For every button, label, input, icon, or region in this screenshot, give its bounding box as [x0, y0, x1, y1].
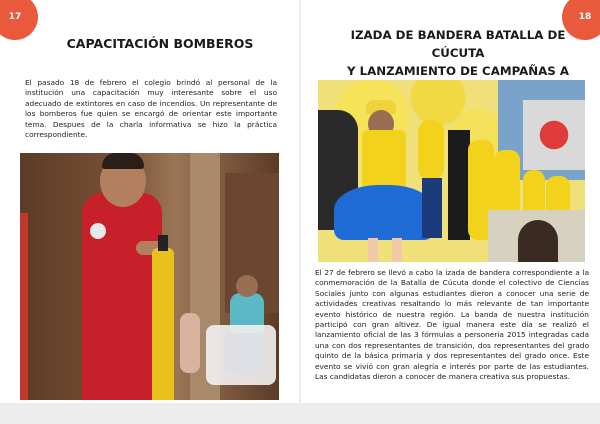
flag-ceremony-photo: [318, 80, 585, 262]
right-title-line-2: Y LANZAMIENTO DE CAMPAÑAS A: [346, 64, 569, 78]
left-page: [0, 0, 299, 403]
right-page-paragraph: El 27 de febrero se llevó a cabo la izada de bandera correspondiente a la conmemoración de la Batalla de Cúcuta donde el colectivo de Ciencias Sociales junto con algunas estudiantes dieron a conocer una serie de actividades creativas resaltando lo más relevante de tan importante evento histórico de nuestra región. La banda de nuestra institución participó con gran altivez. De igual manera este día se realizó el lanzamiento oficial de las 3 fórmulas a personería 2015 integradas cada una con dos representantes de transición, dos representantes del grado quinto de la básica primaria y dos representantes del grado once. Este evento se vivió con gran alegría e interés por parte de las estudiantes. Las candidatas dieron a conocer de manera creativa sus propuestas.: [315, 268, 589, 382]
page-number-right: 18: [578, 12, 592, 22]
firefighter-training-photo: [20, 153, 279, 400]
page-number-left: 17: [8, 12, 22, 22]
right-title-line-1: IZADA DE BANDERA BATALLA DE CÚCUTA: [350, 28, 566, 60]
left-page-title: CAPACITACIÓN BOMBEROS: [66, 36, 254, 51]
page-number-badge-left: [0, 0, 38, 40]
right-page: [301, 0, 600, 403]
left-page-paragraph: El pasado 18 de febrero el colegio brindó al personal de la institución una capacitación muy interesante sobre el uso adecuado de extintores en caso de incendios. Un representante de los bomberos fue quien se encargó de orientar este importante tema. Despues de la charla informativa se hizo la práctica correspondiente.: [25, 78, 277, 140]
